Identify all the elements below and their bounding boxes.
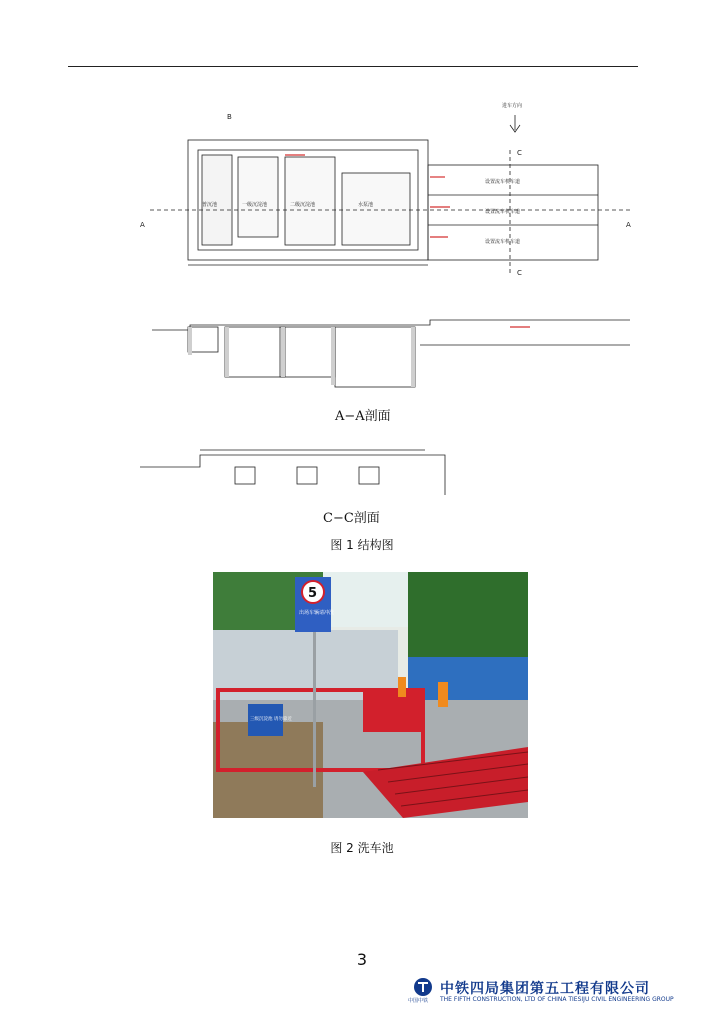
crec-logo-icon [410, 977, 436, 997]
pool2-label: 一级沉淀池 [242, 202, 268, 208]
banner-text: 三级沉淀池 请勿靠近 [250, 717, 292, 722]
arrow-down-icon [510, 115, 520, 132]
lane2-label: 设置流车机车道 [485, 209, 521, 215]
figure2-caption: 图 2 洗车池 [330, 841, 394, 855]
pool3-label: 二级沉淀池 [290, 202, 316, 208]
lane1-label: 设置流车机车道 [485, 179, 521, 185]
lane3-label: 设置流车机车道 [485, 239, 521, 245]
logo-caption: 中国中铁 [408, 998, 429, 1004]
marker-c-top: C [517, 149, 522, 157]
pool4-label: 水泵池 [358, 202, 374, 208]
header-rule [68, 66, 638, 67]
page-number: 3 [356, 950, 368, 969]
section-aa-label: A−A剖面 [335, 409, 391, 424]
section-cc-label: C−C剖面 [323, 511, 380, 525]
company-name-en: THE FIFTH CONSTRUCTION, LTD OF CHINA TIESIJU CIVIL ENGINEERING GROUP [440, 996, 674, 1003]
marker-c-bottom: C [517, 269, 522, 277]
wash-pool-photo [213, 572, 528, 818]
pool1-label: 普沉池 [202, 202, 218, 208]
sign-text: 出场车辆请冲洗 [299, 610, 335, 616]
figure1-caption: 图 1 结构图 [330, 538, 394, 552]
marker-a-left: A [140, 221, 145, 229]
marker-b: B [227, 113, 232, 121]
in-direction-label: 进车方向 [502, 103, 523, 109]
company-name-cn: 中铁四局集团第五工程有限公司 [440, 981, 650, 997]
marker-a-right: A [626, 221, 631, 229]
speed-sign: 5 [308, 586, 318, 601]
structure-drawing [130, 95, 640, 525]
